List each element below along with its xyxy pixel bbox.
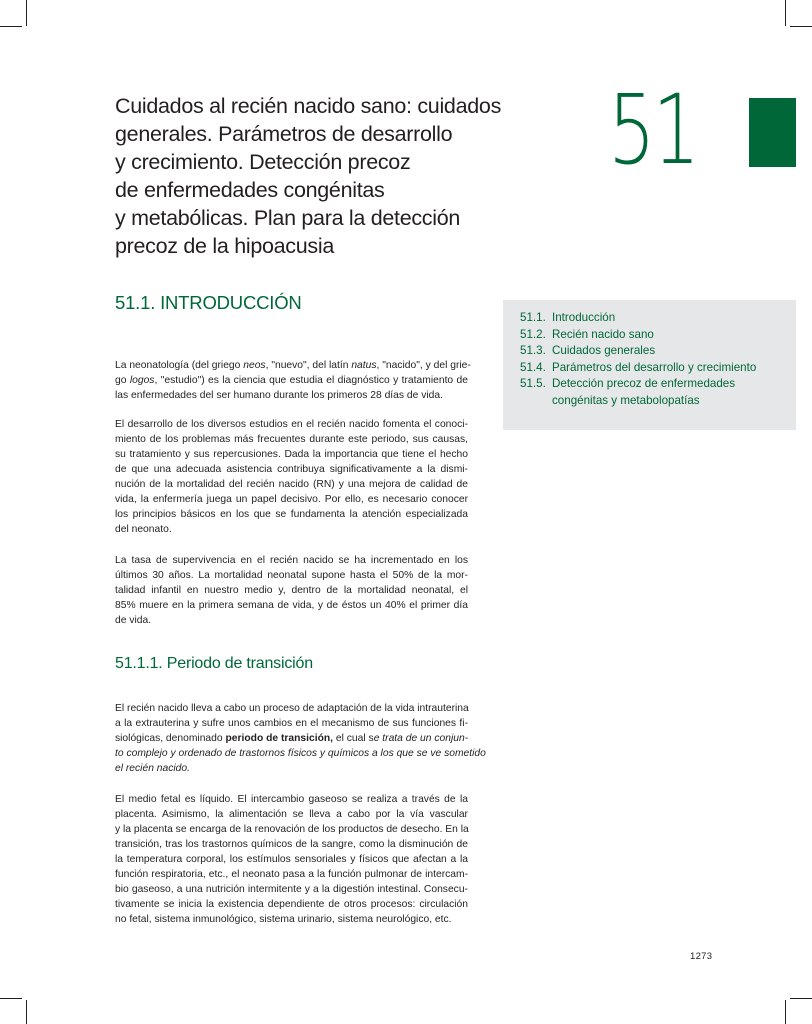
text-line: talidad infantil en nuestro medio y, dentro de la mortalidad neonatal, el	[115, 585, 468, 596]
page-number: 1273	[690, 951, 713, 962]
text-line: La neonatología (del griego neos, "nuevo", del latín natus, "nacido", y del grie-	[115, 360, 471, 371]
text-line: 85% muere en la primera semana de vida, y de éstos un 40% el primer día	[115, 600, 468, 611]
text-line: los principios básicos en los que se fundamenta la atención especializada	[115, 509, 468, 520]
text-line: de que una adecuada asistencia contribuya significativamente a la dismi-	[115, 464, 468, 475]
text-line: transición, tras los trastornos químicos de la sangre, como la disminución de	[115, 839, 468, 850]
text-line: nución de la mortalidad del recién nacido (RN) y una mejora de calidad de	[115, 479, 468, 490]
chapter-title-line: precoz de la hipoacusia	[115, 234, 334, 258]
text-line: el recién nacido.	[115, 763, 190, 774]
text-line: siológicas, denominado periodo de transición, el cual se trata de un conjun-	[115, 733, 469, 744]
toc-item-number: 51.1.	[520, 311, 546, 324]
toc-item-number: 51.3.	[520, 344, 546, 357]
toc-item[interactable]	[520, 343, 762, 360]
text-line: miento de los problemas más frecuentes durante este periodo, sus causas,	[115, 434, 468, 445]
crop-mark-bottom-right-horizontal	[790, 998, 812, 999]
text-line: últimos 30 años. La mortalidad neonatal supone hasta el 50% de la mor-	[115, 570, 468, 581]
crop-mark-bottom-right-vertical	[785, 1000, 786, 1024]
text-line: El medio fetal es líquido. El intercambio gaseoso se realiza a través de la	[115, 794, 468, 805]
chapter-contents-list	[520, 310, 762, 409]
chapter-title-line: y metabólicas. Plan para la detección	[115, 206, 461, 230]
text-line: to complejo y ordenado de trastornos físicos y químicos a los que se ve sometido	[115, 748, 486, 759]
toc-item[interactable]	[520, 327, 762, 344]
text-line: tivamente se inicia la existencia dependiente de otros procesos: circulación	[115, 899, 468, 910]
section-heading-introduction: 51.1. INTRODUCCIÓN	[115, 292, 302, 313]
chapter-title-line: Cuidados al recién nacido sano: cuidados	[115, 94, 502, 118]
paragraph-adaptacion	[115, 701, 486, 776]
text-line: La tasa de supervivencia en el recién nacido se ha incrementado en los	[115, 555, 468, 566]
toc-item-number: 51.5.	[520, 377, 546, 390]
text-line: El recién nacido lleva a cabo un proceso de adaptación de la vida intrauterina	[115, 703, 469, 714]
paragraph-supervivencia	[115, 553, 468, 628]
chapter-color-block	[749, 98, 796, 167]
subsection-heading-transicion: 51.1.1. Periodo de transición	[115, 655, 313, 672]
chapter-title	[115, 92, 515, 260]
toc-item[interactable]	[520, 310, 762, 327]
text-line: su tratamiento y sus repercusiones. Dada la importancia que tiene el hecho	[115, 449, 468, 460]
crop-mark-bottom-left-vertical	[26, 1000, 27, 1024]
toc-item-label: Introducción	[552, 311, 616, 324]
toc-item-label: Parámetros del desarrollo y crecimiento	[552, 360, 757, 374]
toc-item-label: Cuidados generales	[552, 344, 656, 357]
text-line: bio gaseoso, a una nutrición intermitente y a la digestión intestinal. Consecu-	[115, 884, 468, 895]
chapter-title-line: de enfermedades congénitas	[115, 178, 385, 202]
text-line: vida, la enfermería juega un papel decisivo. Por ello, es necesario conocer	[115, 494, 468, 505]
toc-item[interactable]	[520, 360, 762, 377]
crop-mark-top-left-horizontal	[0, 26, 22, 27]
text-line: y la placenta se encarga de la renovación de los productos de desecho. En la	[115, 824, 469, 835]
toc-item-label: Detección precoz de enfermedades congénitas y metabolopatías	[552, 377, 736, 407]
chapter-title-line: y crecimiento. Detección precoz	[115, 150, 411, 174]
paragraph-medio-fetal	[115, 792, 468, 927]
chapter-title-line: generales. Parámetros de desarrollo	[115, 122, 453, 146]
text-line: las enfermedades del ser humano durante los primeros 28 días de vida.	[115, 390, 443, 401]
text-line: no fetal, sistema inmunológico, sistema urinario, sistema neurológico, etc.	[115, 914, 452, 925]
crop-mark-bottom-left-horizontal	[0, 998, 22, 999]
text-line: del neonato.	[115, 524, 172, 535]
text-line: de vida.	[115, 615, 152, 626]
text-line: la temperatura corporal, los estímulos sensoriales y físicos que afectan a la	[115, 854, 468, 865]
crop-mark-top-left-vertical	[26, 0, 27, 26]
paragraph-neonatologia	[115, 358, 471, 403]
text-line: El desarrollo de los diversos estudios en el recién nacido fomenta el conoci-	[115, 419, 468, 430]
crop-mark-top-right-vertical	[785, 0, 786, 26]
toc-item-number: 51.2.	[520, 327, 546, 341]
text-line: go logos, "estudio") es la ciencia que estudia el diagnóstico y tratamiento de	[115, 375, 468, 386]
paragraph-desarrollo	[115, 417, 468, 537]
text-line: a la extrauterina y sufre unos cambios en el mecanismo de sus funciones fi-	[115, 718, 468, 729]
text-line: placenta. Asimismo, la alimentación se lleva a cabo por la vía vascular	[115, 809, 468, 820]
toc-item[interactable]	[520, 376, 762, 409]
chapter-number: 51	[608, 74, 698, 186]
toc-item-number: 51.4.	[520, 360, 546, 374]
crop-mark-top-right-horizontal	[790, 26, 812, 27]
toc-item-label: Recién nacido sano	[552, 327, 654, 341]
text-line: función respiratoria, etc., el neonato pasa a la función pulmonar de intercam-	[115, 869, 468, 880]
